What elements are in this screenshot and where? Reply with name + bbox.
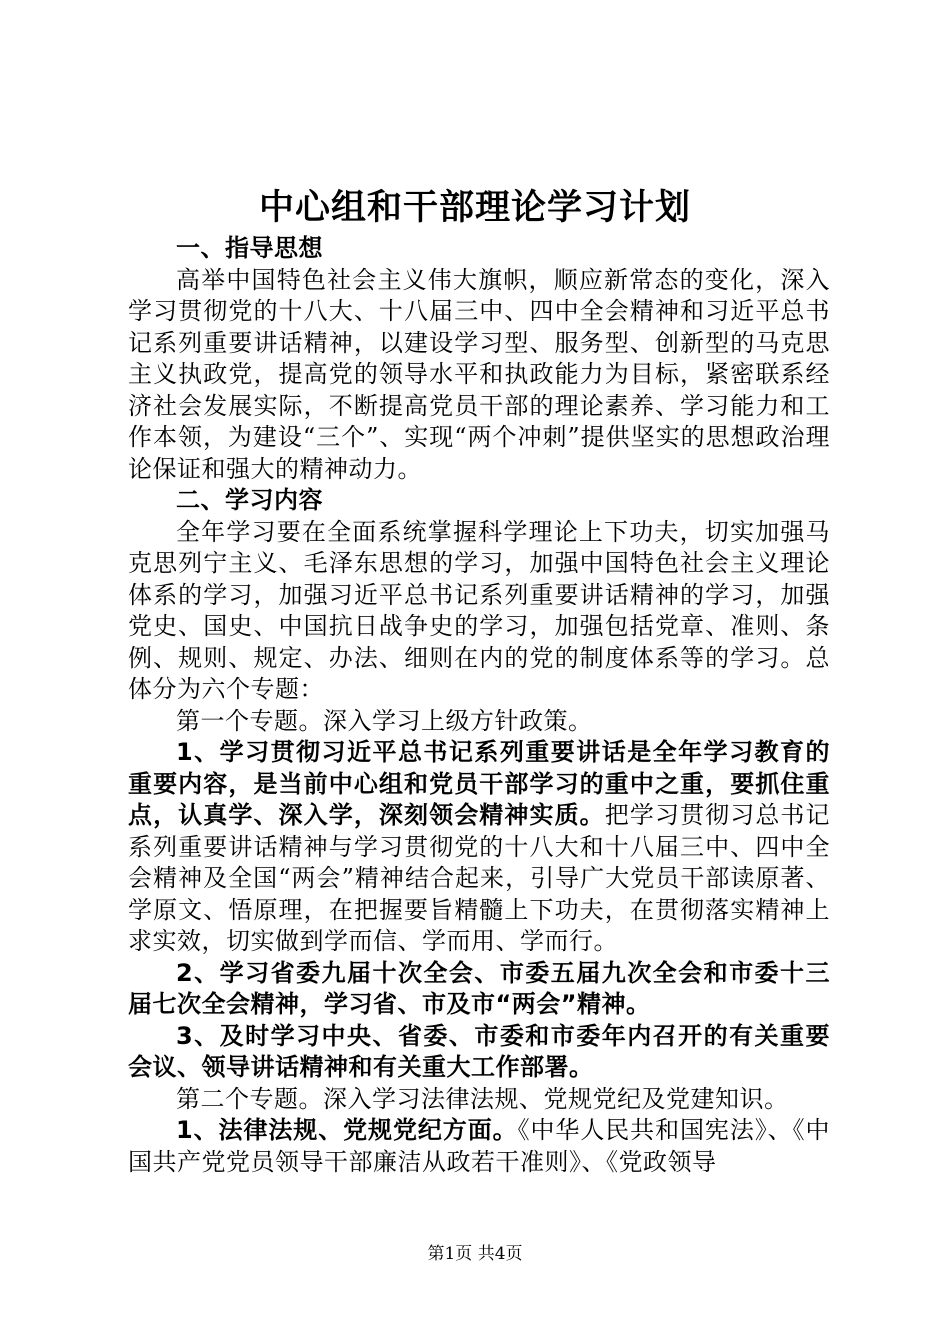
document-body [128, 233, 830, 1178]
paragraph-guiding-thought: 高举中国特色社会主义伟大旗帜，顺应新常态的变化，深入学习贯彻党的十八大、十八届三中、四中全会精神和习近平总书记系列重要讲话精神，以建设学习型、服务型、创新型的马克思主义执政党，提高党的领导水平和执政能力为目标，紧密联系经济社会发展实际，不断提高党员干部的理论素养、学习能力和工作本领，为建设“三个”、实现“两个冲刺”提供坚实的思想政治理论保证和强大的精神动力。 [128, 265, 830, 483]
document-title: 中心组和干部理论学习计划 [258, 187, 691, 228]
topic-two-title: 第二个专题。深入学习法律法规、党规党纪及党建知识。 [176, 1084, 789, 1113]
topic-one-title: 第一个专题。深入学习上级方针政策。 [176, 706, 593, 735]
section-heading-guiding-thought: 一、指导思想 [176, 234, 323, 262]
topic-one-item-1-normal: 把学习贯彻习总书记系列重要讲话精神与学习贯彻党的十八大和十八届三中、四中全会精神及全国“两会”精神结合起来，引导广大党员干部读原著、学原文、悟原理，在把握要旨精髓上下功夫，在贯彻落实精神上求实效，切实做到学而信、学而用、学而行。 [128, 801, 831, 955]
paragraph-study-content: 全年学习要在全面系统掌握科学理论上下功夫，切实加强马克思列宁主义、毛泽东思想的学习，加强中国特色社会主义理论体系的学习，加强习近平总书记系列重要讲话精神的学习，加强党史、国史、中国抗日战争史的学习，加强包括党章、准则、条例、规则、规定、办法、细则在内的党的制度体系等的学习。总体分为六个专题： [128, 517, 830, 703]
topic-two-item-1-bold: 1、法律法规、党规党纪方面。 [176, 1116, 518, 1144]
topic-one-item-2: 2、学习省委九届十次全会、市委五届九次全会和市委十三届七次全会精神，学习省、市及市“两会”精神。 [128, 958, 830, 1018]
topic-two-item-1-normal: 《中华人民共和国宪法》、《中国共产党党员领导干部廉洁从政若干准则》、《党政领导 [128, 1116, 831, 1176]
topic-one-item-3: 3、及时学习中央、省委、市委和市委年内召开的有关重要会议、领导讲话精神和有关重大工作部署。 [128, 1021, 830, 1081]
page-footer: 第1页 共4页 [427, 1244, 523, 1264]
topic-one-item-1 [128, 737, 830, 958]
topic-two-item-1 [128, 1115, 830, 1178]
topic-one-item-1-bold: 1、学习贯彻习近平总书记系列重要讲话是全年学习教育的重要内容，是当前中心组和党员干部学习的重中之重，要抓住重点，认真学、深入学，深刻领会精神实质。 [128, 738, 830, 829]
section-heading-study-content: 二、学习内容 [176, 486, 323, 514]
